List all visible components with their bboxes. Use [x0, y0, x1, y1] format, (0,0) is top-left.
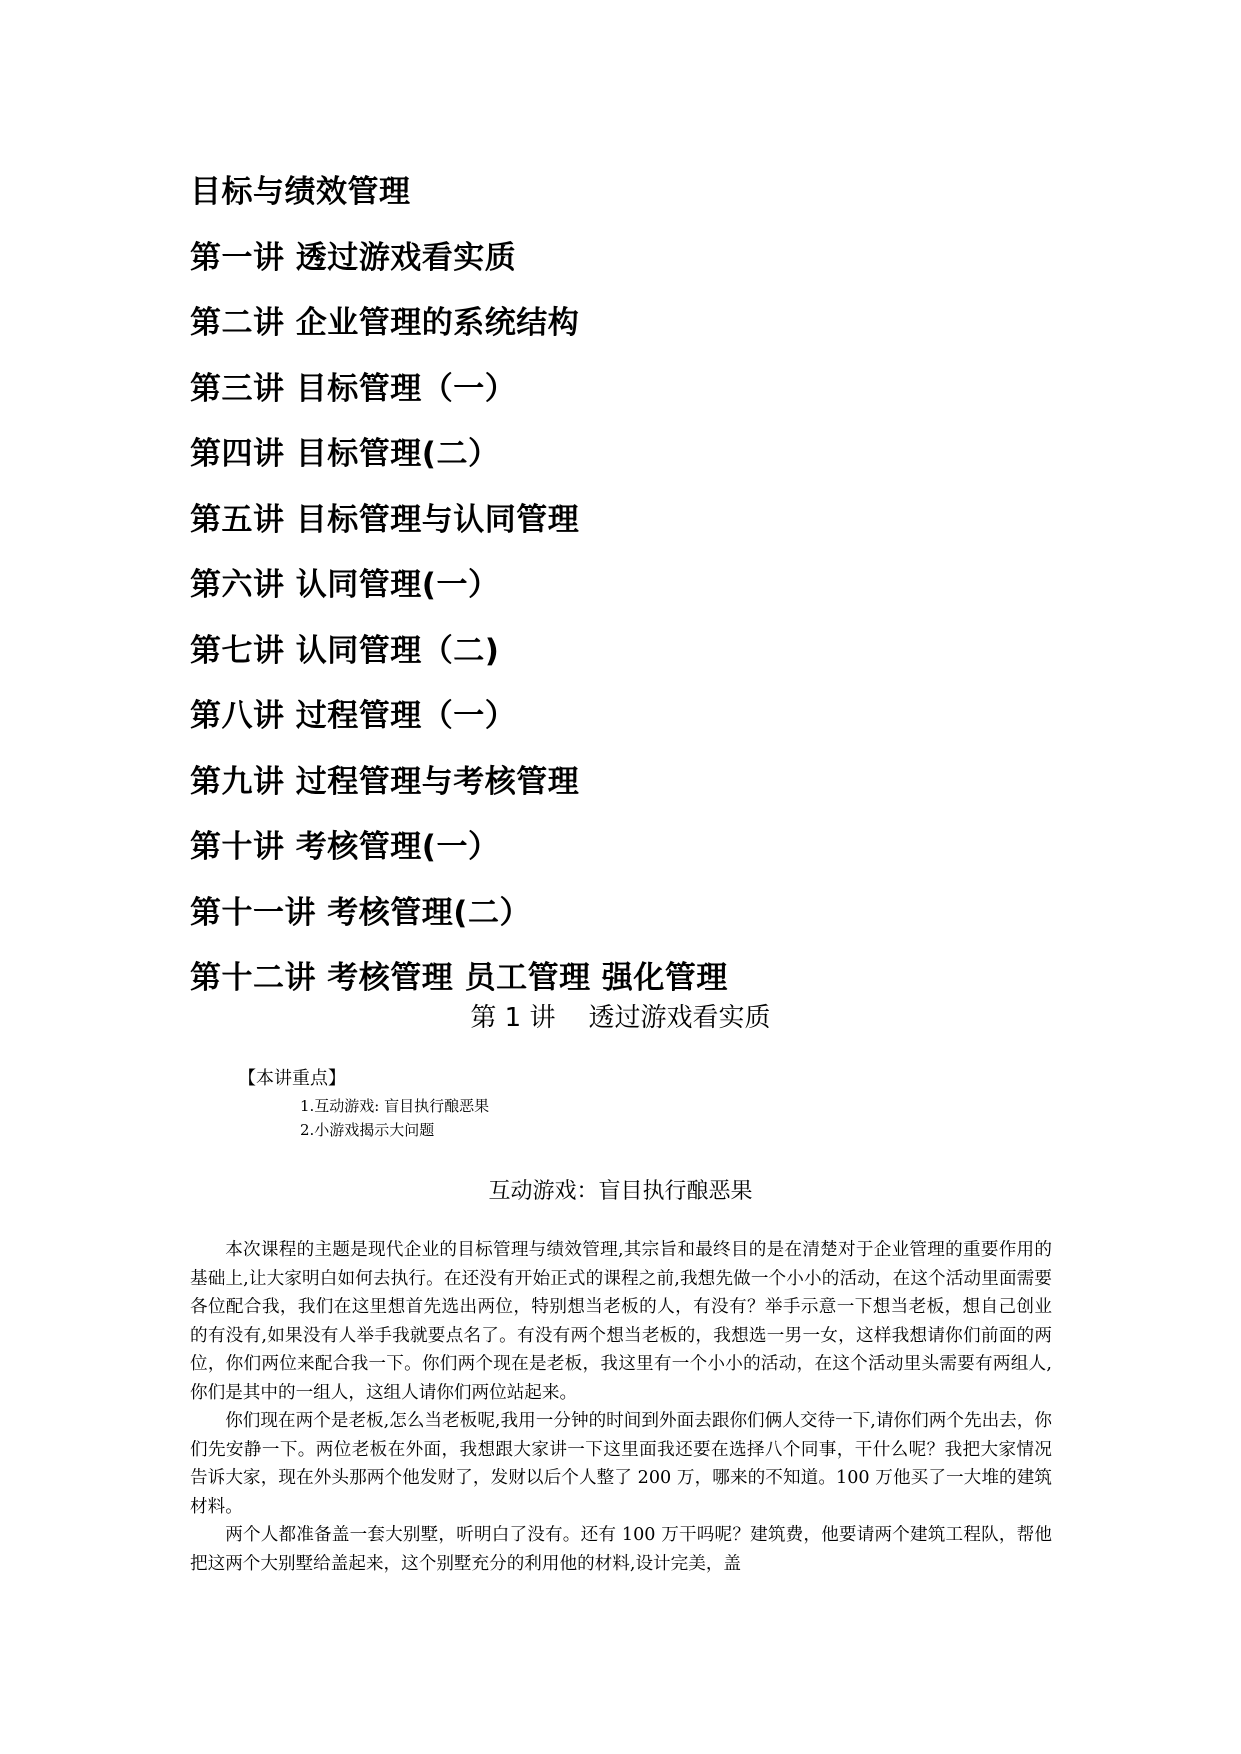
toc-item: 第四讲 目标管理(二） — [190, 436, 500, 472]
toc-item: 第十二讲 考核管理 员工管理 强化管理 — [190, 960, 728, 996]
table-of-contents — [190, 160, 1090, 1012]
toc-item: 第十讲 考核管理(一） — [190, 829, 500, 865]
body-text — [190, 1236, 1052, 1578]
key-points-heading: 【本讲重点】 — [238, 1068, 346, 1089]
paragraph: 本次课程的主题是现代企业的目标管理与绩效管理,其宗旨和最终目的是在清楚对于企业管理的重要作用的基础上,让大家明白如何去执行。在还没有开始正式的课程之前,我想先做一个小小的活动，在这个活动里面需要各位配合我，我们在这里想首先选出两位，特别想当老板的人，有没有？举手示意一下想当老板，想自己创业的有没有,如果没有人举手我就要点名了。有没有两个想当老板的，我想选一男一女，这样我想请你们前面的两位，你们两位来配合我一下。你们两个现在是老板，我这里有一个小小的活动，在这个活动里头需要有两组人,你们是其中的一组人，这组人请你们两位站起来。 — [190, 1240, 1052, 1403]
toc-item: 第五讲 目标管理与认同管理 — [190, 501, 580, 538]
section-title: 互动游戏：盲目执行酿恶果 — [488, 1179, 753, 1204]
toc-item: 第七讲 认同管理（二) — [190, 632, 500, 669]
key-points-box — [238, 1066, 489, 1142]
lecture-title: 第 1 讲 透过游戏看实质 — [470, 1003, 771, 1033]
paragraph: 你们现在两个是老板,怎么当老板呢,我用一分钟的时间到外面去跟你们俩人交待一下,请你们两个先出去，你们先安静一下。两位老板在外面，我想跟大家讲一下这里面我还要在选择八个同事，干什么呢？我把大家情况告诉大家，现在外头那两个他发财了，发财以后个人整了 200 万，哪来的不知道。100 万他买了一大堆的建筑材料。 — [190, 1411, 1052, 1517]
key-points-list — [300, 1094, 489, 1142]
key-point-item: 1.互动游戏: 盲目执行酿恶果 — [300, 1097, 490, 1115]
key-point-item: 2.小游戏揭示大问题 — [300, 1121, 435, 1139]
toc-item: 第九讲 过程管理与考核管理 — [190, 763, 580, 800]
toc-item: 第一讲 透过游戏看实质 — [190, 239, 517, 276]
toc-item: 第三讲 目标管理（一） — [190, 370, 517, 407]
toc-item: 第八讲 过程管理（一） — [190, 698, 517, 734]
course-title: 目标与绩效管理 — [190, 174, 411, 210]
toc-item: 第六讲 认同管理(一） — [190, 567, 500, 603]
paragraph: 两个人都准备盖一套大别墅，听明白了没有。还有 100 万干吗呢？建筑费，他要请两个建筑工程队，帮他把这两个大别墅给盖起来，这个别墅充分的利用他的材料,设计完美，盖 — [190, 1525, 1052, 1574]
toc-item: 第十一讲 考核管理(二） — [190, 894, 531, 931]
toc-item: 第二讲 企业管理的系统结构 — [190, 305, 580, 341]
